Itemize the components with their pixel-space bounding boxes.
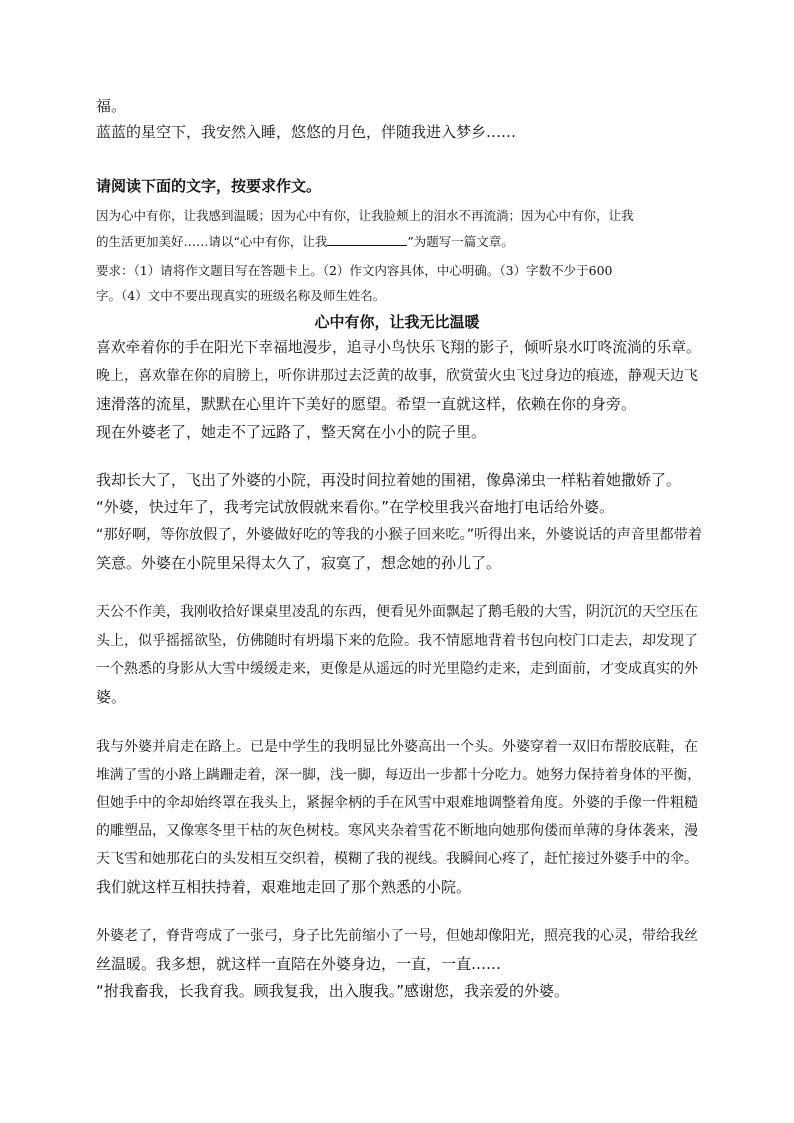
essay-line: 晚上，喜欢靠在你的肩膀上，听你讲那过去泛黄的故事，欣赏萤火虫飞过身边的痕迹，静观天边飞 bbox=[96, 368, 698, 384]
prompt-line-2-end: ”为题写一篇文章。 bbox=[407, 234, 514, 249]
essay-line: 喜欢牵着你的手在阳光下幸福地漫步，追寻小鸟快乐飞翔的影子，倾听泉水叮咚流淌的乐章。 bbox=[96, 339, 701, 356]
essay-line: “那好啊，等你放假了，外婆做好吃的等我的小猴子回来吃。”听得出来，外婆说话的声音里都带着 bbox=[96, 527, 703, 543]
essay-line: 头上，似乎摇摇欲坠，仿佛随时有坍塌下来的危险。我不情愿地背着书包向校门口走去，却发现了 bbox=[96, 633, 698, 649]
essay-line: 我与外婆并肩走在路上。已是中学生的我明显比外婆高出一个头。外婆穿着一双旧布帮胶底鞋，在 bbox=[96, 739, 698, 755]
requirements-line-1: 要求：（1）请将作文题目写在答题卡上。（2）作文内容具体，中心明确。（3）字数不少于600 bbox=[96, 263, 613, 278]
essay-line: 丝温暖。我多想，就这样一直陪在外婆身边，一直，一直…… bbox=[96, 955, 502, 973]
essay-line: “外婆，快过年了，我考完试放假就来看你。”在学校里我兴奋地打电话给外婆。 bbox=[96, 498, 615, 516]
essay-line: 一个熟悉的身影从大雪中缓缓走来，更像是从遥远的时光里隐约走来，走到面前，才变成真实的外 bbox=[96, 661, 698, 677]
requirements-line-2: 字。（4）文中不要出现真实的班级名称及师生姓名。 bbox=[96, 288, 386, 303]
essay-line: 速滑落的流星，默默在心里许下美好的愿望。希望一直就这样，依赖在你的身旁。 bbox=[96, 395, 637, 413]
essay-line: 笑意。外婆在小院里呆得太久了，寂寞了，想念她的孙儿了。 bbox=[96, 554, 502, 572]
intro-line-1: 福。 bbox=[96, 97, 127, 115]
essay-line: 天飞雪和她那花白的头发相互交织着，模糊了我的视线。我瞬间心疼了，赶忙接过外婆手中的伞。 bbox=[96, 851, 698, 867]
essay-line: 我却长大了，飞出了外婆的小院，再没时间拉着她的围裙，像鼻涕虫一样粘着她撒娇了。 bbox=[96, 471, 682, 489]
essay-line: 婆。 bbox=[96, 688, 127, 706]
essay-line: 天公不作美，我刚收拾好课桌里凌乱的东西，便看见外面飘起了鹅毛般的大雪，阴沉沉的天空压在 bbox=[96, 604, 698, 620]
essay-line: 我们就这样互相扶持着，艰难地走回了那个熟悉的小院。 bbox=[96, 878, 472, 896]
title-blank bbox=[327, 231, 407, 246]
essay-line: 但她手中的伞却始终罩在我头上，紧握伞柄的手在风雪中艰难地调整着角度。外婆的手像一件粗糙 bbox=[96, 795, 698, 811]
essay-line: 的雕塑品，又像寒冬里干枯的灰色树枝。寒风夹杂着雪花不断地向她那佝偻而单薄的身体袭来，漫 bbox=[96, 823, 698, 839]
intro-line-2: 蓝蓝的星空下，我安然入睡，悠悠的月色，伴随我进入梦乡…… bbox=[96, 123, 517, 141]
essay-line: “拊我畜我，长我育我。顾我复我，出入腹我。”感谢您，我亲爱的外婆。 bbox=[96, 982, 570, 1000]
prompt-line-1: 因为心中有你，让我感到温暖；因为心中有你，让我脸颊上的泪水不再流淌；因为心中有你，让我 bbox=[96, 208, 634, 223]
essay-title: 心中有你，让我无比温暖 bbox=[314, 313, 480, 331]
essay-line: 现在外婆老了，她走不了远路了，整天窝在小小的院子里。 bbox=[96, 423, 487, 441]
essay-line: 堆满了雪的小路上蹒跚走着，深一脚，浅一脚，每迈出一步都十分吃力。她努力保持着身体的平衡， bbox=[96, 767, 702, 783]
prompt-line-2-start: 的生活更加美好……请以“心中有你，让我 bbox=[96, 234, 328, 249]
essay-line: 外婆老了，脊背弯成了一张弓，身子比先前缩小了一号，但她却像阳光，照亮我的心灵，带给我丝 bbox=[96, 928, 698, 944]
prompt-line-2 bbox=[96, 231, 514, 252]
prompt-heading: 请阅读下面的文字，按要求作文。 bbox=[96, 177, 322, 195]
